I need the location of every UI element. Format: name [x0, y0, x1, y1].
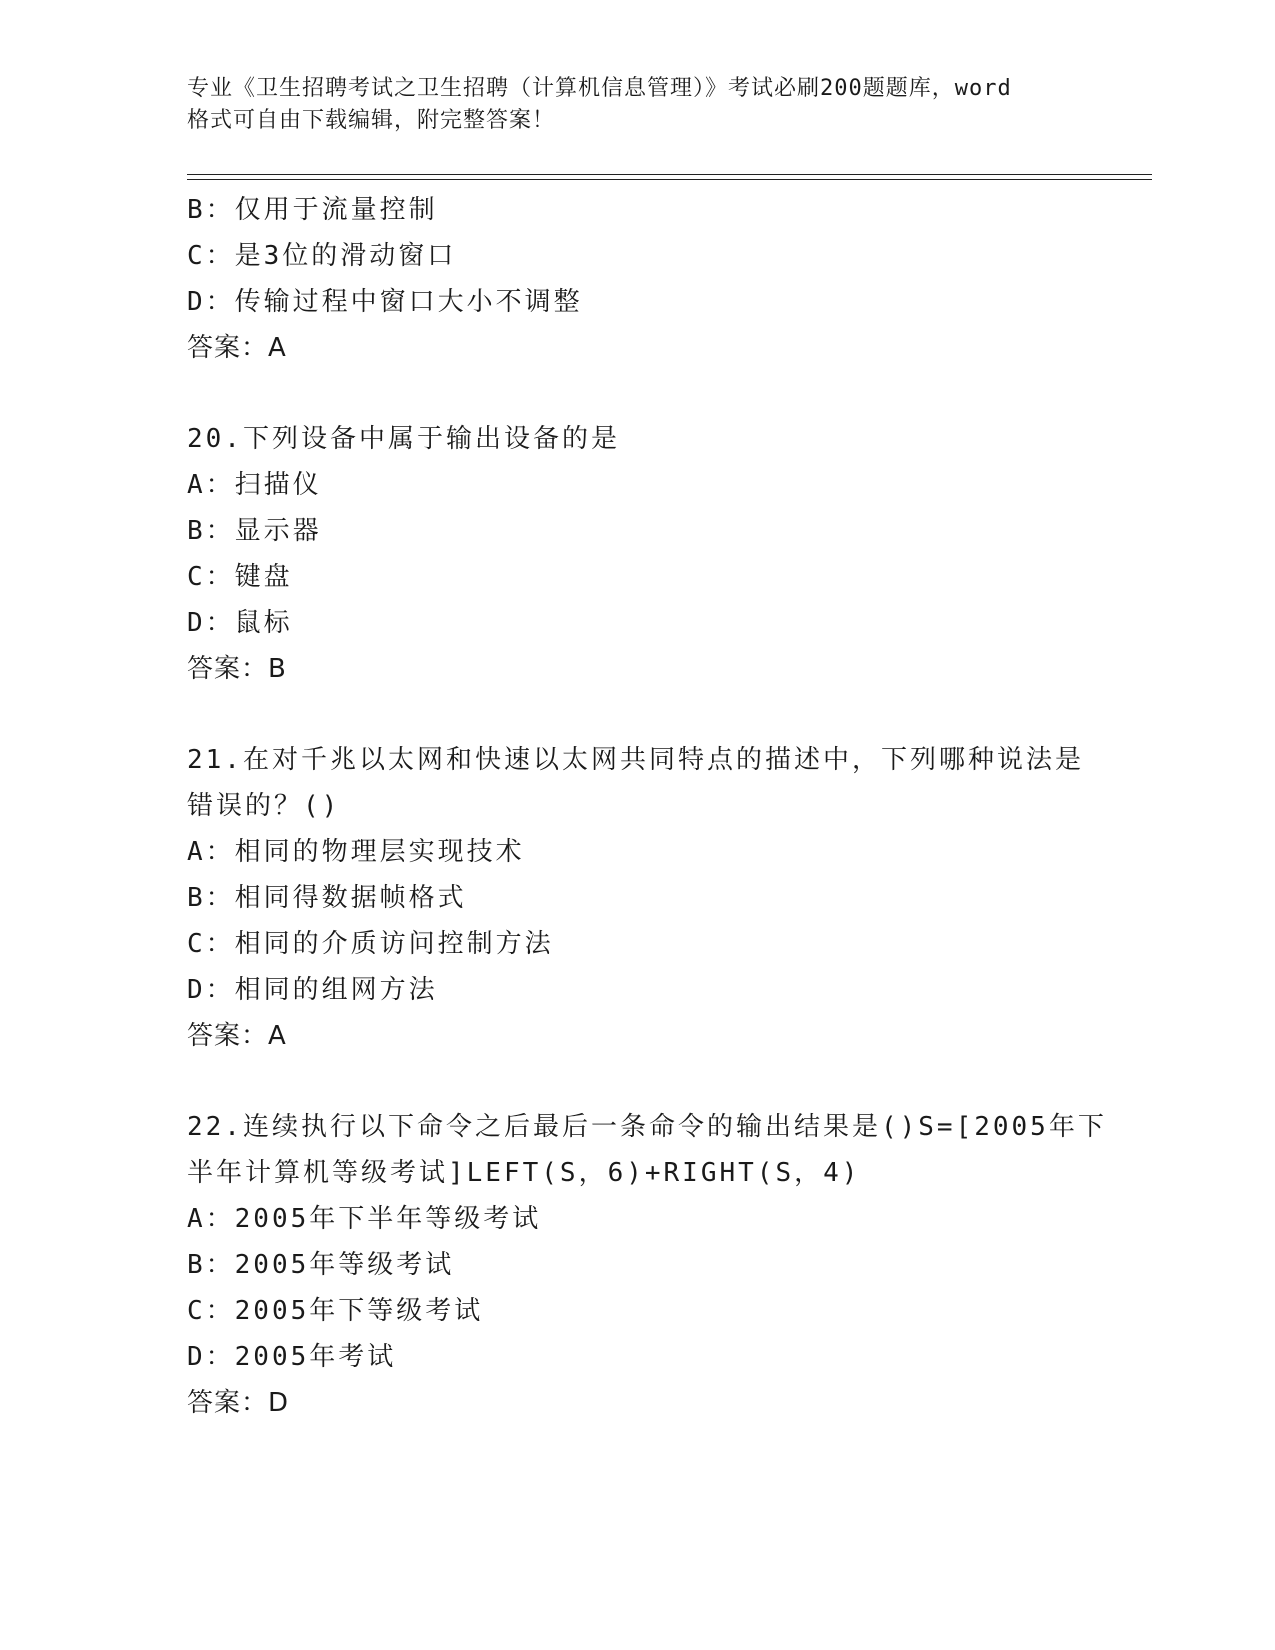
- option-a: A：相同的物理层实现技术: [187, 837, 525, 867]
- header-rule-top: [187, 174, 1152, 175]
- option-a: A：扫描仪: [187, 470, 322, 500]
- option-b: B：相同得数据帧格式: [187, 883, 467, 913]
- question-text-line-1: 22.连续执行以下命令之后最后一条命令的输出结果是()S=[2005年下: [187, 1112, 1107, 1142]
- option-d: D：鼠标: [187, 608, 293, 638]
- header-rule-bottom: [187, 179, 1152, 180]
- question-22: [187, 1104, 1107, 1426]
- header-line-2: 格式可自由下载编辑，附完整答案！: [187, 108, 556, 133]
- option-b: B：仅用于流量控制: [187, 195, 438, 225]
- option-b: B：2005年等级考试: [187, 1250, 455, 1280]
- answer: 答案：D: [187, 1388, 290, 1418]
- question-text-line-1: 21.在对千兆以太网和快速以太网共同特点的描述中，下列哪种说法是: [187, 745, 1084, 775]
- option-a: A：2005年下半年等级考试: [187, 1204, 542, 1234]
- document-header: [187, 73, 1087, 137]
- question-text: 20.下列设备中属于输出设备的是: [187, 424, 620, 454]
- option-b: B：显示器: [187, 516, 322, 546]
- answer: 答案：A: [187, 1021, 287, 1051]
- question-text-line-2: 半年计算机等级考试]LEFT(S，6)+RIGHT(S，4): [187, 1158, 861, 1188]
- question-20: [187, 416, 1087, 692]
- document-body: [187, 187, 1107, 1426]
- answer: 答案：A: [187, 333, 287, 363]
- partial-question: [187, 187, 1087, 371]
- question-text-line-2: 错误的？(): [187, 791, 341, 821]
- question-21: [187, 737, 1087, 1059]
- answer: 答案：B: [187, 654, 287, 684]
- option-c: C：2005年下等级考试: [187, 1296, 484, 1326]
- option-c: C：相同的介质访问控制方法: [187, 929, 554, 959]
- option-c: C：键盘: [187, 562, 293, 592]
- header-line-1: 专业《卫生招聘考试之卫生招聘（计算机信息管理）》考试必刷200题题库，word: [187, 76, 1012, 101]
- option-d: D：2005年考试: [187, 1342, 397, 1372]
- option-d: D：传输过程中窗口大小不调整: [187, 287, 583, 317]
- option-c: C：是3位的滑动窗口: [187, 241, 457, 271]
- option-d: D：相同的组网方法: [187, 975, 438, 1005]
